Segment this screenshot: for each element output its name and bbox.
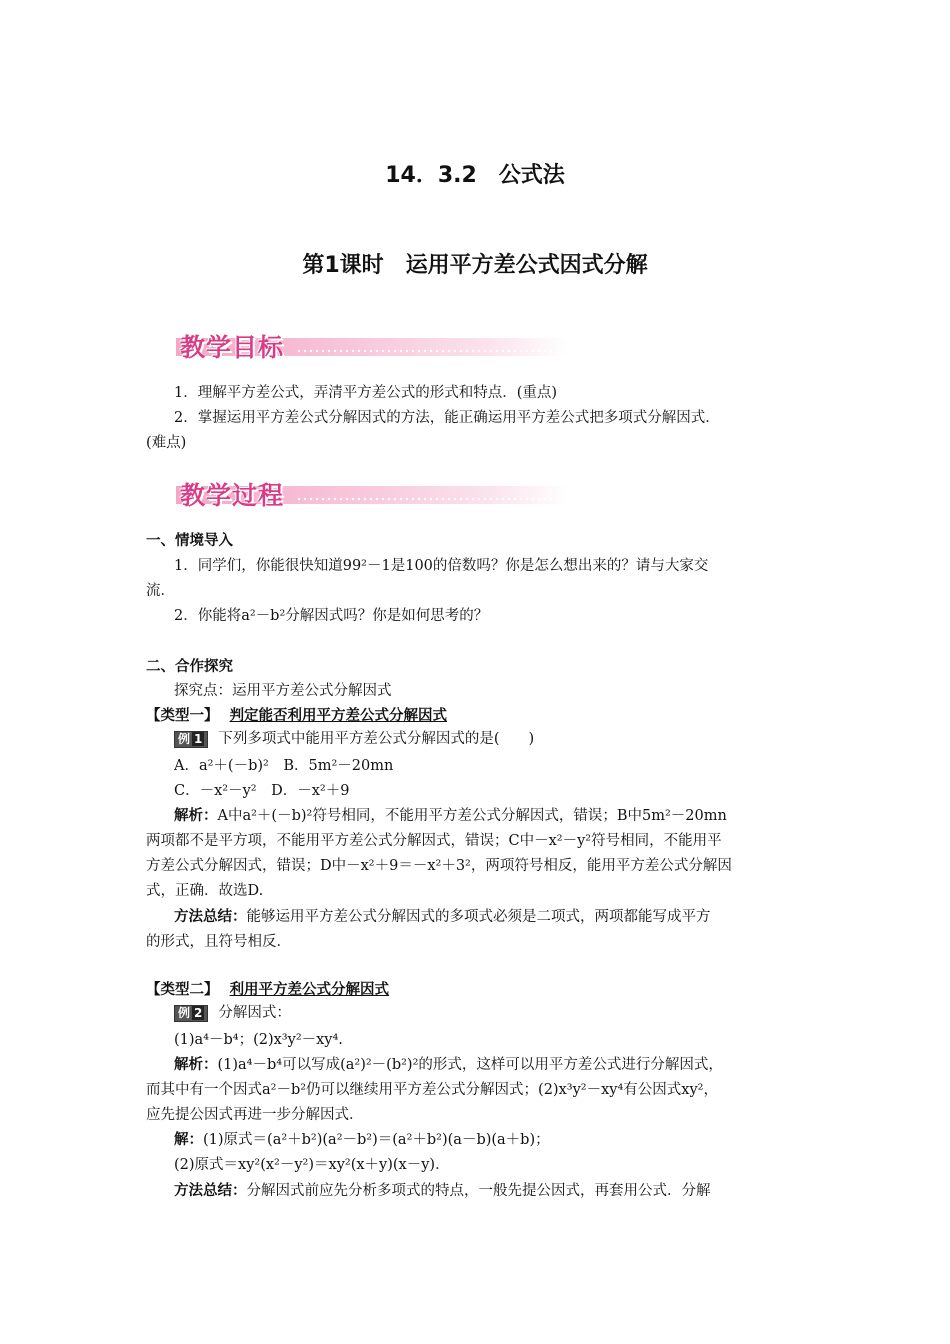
section-1-heading: 一、情境导入 xyxy=(146,533,233,549)
example-1-analysis-line-1: 解析：A中a²＋(－b)²符号相同，不能用平方差公式分解因式，错误；B中5m²－20mn xyxy=(174,808,727,824)
example-1-analysis-line-2: 两项都不是平方项，不能用平方差公式分解因式，错误；C中－x²－y²符号相同，不能用平 xyxy=(146,833,722,849)
example-2-analysis-line-3: 应先提公因式再进一步分解因式． xyxy=(146,1107,364,1123)
banner-process-label: 教学过程 xyxy=(180,481,285,510)
example-1-options-ab: A．a²＋(－b)² B．5m²－20mn xyxy=(174,758,394,774)
example-2-prompt xyxy=(174,1001,291,1022)
intro-question-2: 2．你能将a²－b²分解因式吗？你是如何思考的？ xyxy=(174,608,489,624)
example-2-solution-line-1: 解：(1)原式＝(a²＋b²)(a²－b²)＝(a²＋b²)(a－b)(a＋b)； xyxy=(174,1132,550,1148)
type-2-title: 利用平方差公式分解因式 xyxy=(229,982,390,998)
section-2-heading: 二、合作探究 xyxy=(146,659,233,675)
banner-teaching-process xyxy=(176,476,568,508)
type-1-heading xyxy=(146,704,447,725)
example-1-badge: 例 1 xyxy=(174,731,208,748)
example-2-parts: (1)a⁴－b⁴；(2)x³y²－xy⁴. xyxy=(174,1032,343,1048)
example-2-analysis-line-2: 而其中有一个因式a²－b²仍可以继续用平方差公式分解因式；(2)x³y²－xy⁴有公因式xy²， xyxy=(146,1082,718,1098)
banner-teaching-goals xyxy=(176,328,568,360)
example-1-options-cd: C．－x²－y² D．－x²＋9 xyxy=(174,783,350,799)
page-title: 14．3.2 公式法 xyxy=(385,163,565,188)
example-1-prompt xyxy=(174,727,534,748)
goal-1: 1．理解平方差公式，弄清平方差公式的形式和特点．(重点) xyxy=(174,385,558,401)
intro-question-1-line-2: 流． xyxy=(146,583,175,599)
type-1-title: 判定能否利用平方差公式分解因式 xyxy=(229,708,448,724)
type-2-heading xyxy=(146,978,389,999)
explore-point: 探究点：运用平方差公式分解因式 xyxy=(174,683,392,699)
example-2-badge: 例 2 xyxy=(174,1005,208,1022)
goal-2-line-2: (难点) xyxy=(146,435,187,451)
example-2-text: 分解因式： xyxy=(218,1005,291,1021)
example-2-solution-line-2: (2)原式＝xy²(x²－y²)＝xy²(x＋y)(x－y)． xyxy=(174,1157,450,1173)
goal-2-line-1: 2．掌握运用平方差公式分解因式的方法，能正确运用平方差公式把多项式分解因式． xyxy=(174,410,720,426)
lesson-subtitle: 第1课时 运用平方差公式因式分解 xyxy=(302,253,648,278)
example-1-analysis-line-3: 方差公式分解因式，错误；D中－x²＋9＝－x²＋3²，两项符号相反，能用平方差公式分解因 xyxy=(146,858,732,874)
example-2-method-line-1: 方法总结：分解因式前应先分析多项式的特点，一般先提公因式，再套用公式．分解 xyxy=(174,1183,711,1199)
intro-question-1-line-1: 1．同学们，你能很快知道99²－1是100的倍数吗？你是怎么想出来的？请与大家交 xyxy=(174,558,709,574)
type-1-label: 【类型一】 xyxy=(146,708,219,724)
example-2-analysis-line-1: 解析：(1)a⁴－b⁴可以写成(a²)²－(b²)²的形式，这样可以用平方差公式进行分解因式， xyxy=(174,1057,723,1073)
type-2-label: 【类型二】 xyxy=(146,982,219,998)
example-1-method-line-2: 的形式，且符号相反． xyxy=(146,934,291,950)
example-1-text: 下列多项式中能用平方差公式分解因式的是( ) xyxy=(218,731,535,747)
banner-goals-label: 教学目标 xyxy=(180,333,285,362)
example-1-analysis-line-4: 式，正确．故选D. xyxy=(146,883,264,899)
example-1-method-line-1: 方法总结：能够运用平方差公式分解因式的多项式必须是二项式，两项都能写成平方 xyxy=(174,909,711,925)
